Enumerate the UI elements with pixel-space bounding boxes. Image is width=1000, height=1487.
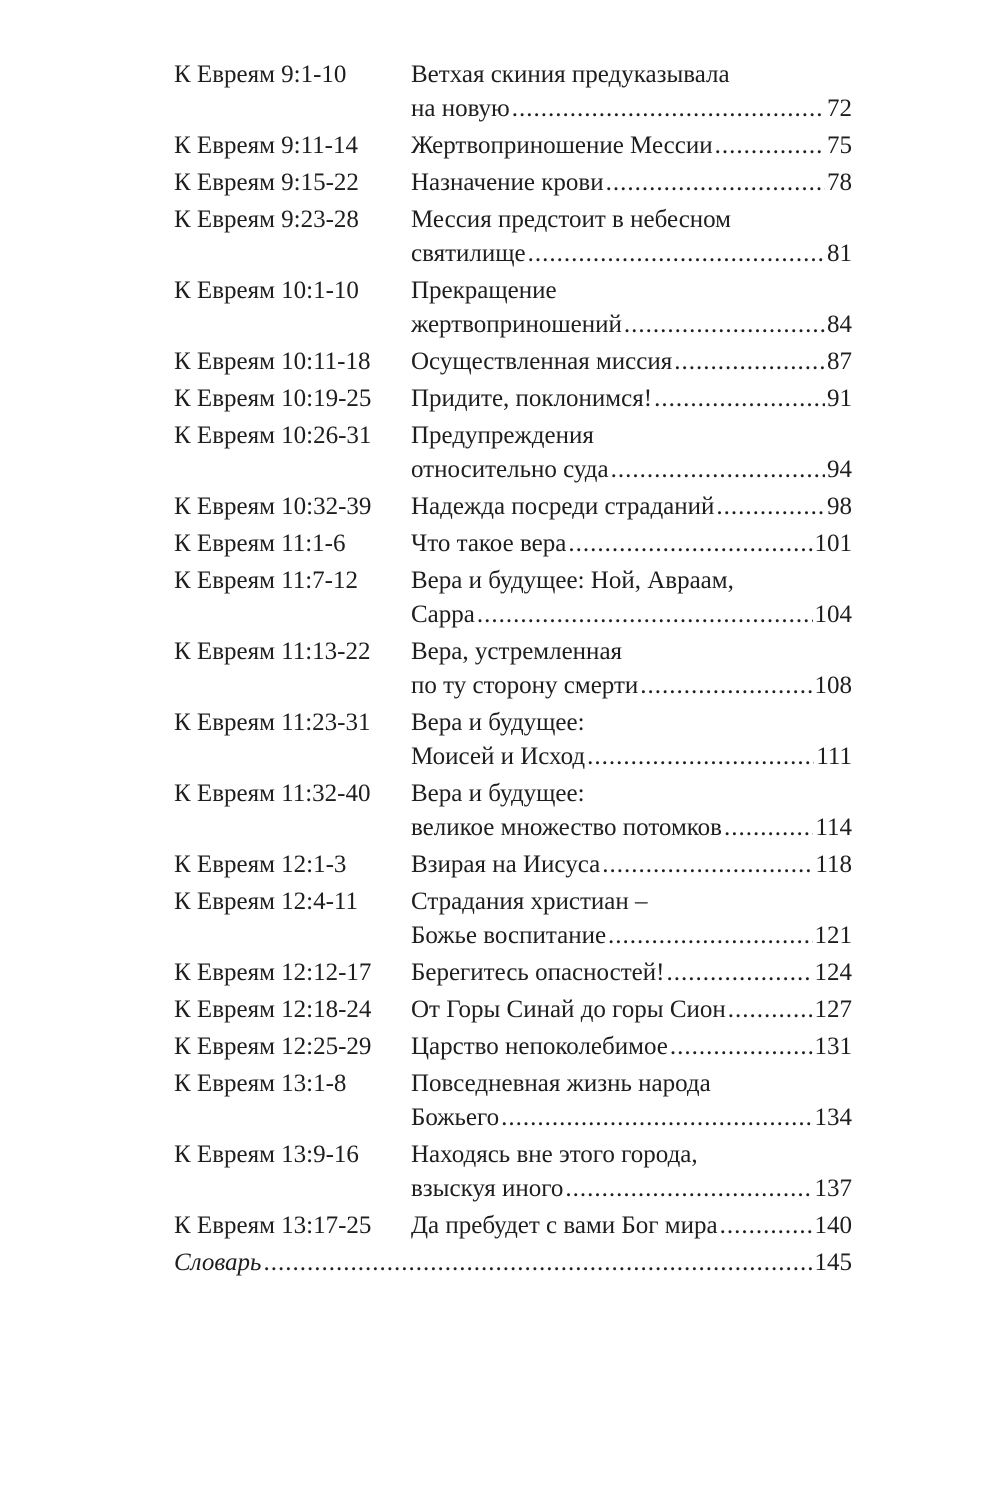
toc-page-number: 140 <box>814 1212 852 1239</box>
toc-title <box>411 345 852 379</box>
toc-title-last-line <box>411 598 852 632</box>
toc-page-number: 108 <box>814 672 852 699</box>
toc-title <box>411 777 852 845</box>
toc-title <box>411 1138 852 1206</box>
toc-title-last-line <box>411 919 852 953</box>
toc-title-last-line <box>411 308 852 342</box>
toc-entry <box>174 1209 852 1243</box>
toc-page-number: 81 <box>827 240 852 267</box>
toc-page-number: 111 <box>816 743 852 770</box>
toc-title-line: Сарра <box>411 601 475 628</box>
dot-leader <box>720 1209 813 1243</box>
toc-entry <box>174 129 852 163</box>
toc-page-number: 104 <box>814 601 852 628</box>
toc-scripture-reference: К Евреям 9:15-22 <box>174 169 359 196</box>
toc-entry <box>174 1067 852 1135</box>
glossary-entry <box>174 1246 852 1280</box>
toc-title-last-line <box>411 848 852 882</box>
toc-entry <box>174 777 852 845</box>
dot-leader <box>611 453 825 487</box>
toc-title <box>411 885 852 953</box>
toc-title-line: Вера, устремленная <box>411 638 623 665</box>
toc-title-line: Придите, поклонимся! <box>411 385 653 412</box>
toc-title-last-line <box>411 740 852 774</box>
toc-title <box>411 564 852 632</box>
dot-leader <box>670 1030 813 1064</box>
toc-title-line: Надежда посреди страданий <box>411 493 715 520</box>
toc-title-line: Назначение крови <box>411 169 604 196</box>
toc-title-last-line <box>411 956 852 990</box>
toc-scripture-reference: К Евреям 10:19-25 <box>174 385 372 412</box>
dot-leader <box>640 669 812 703</box>
toc-title-line: Да пребудет с вами Бог мира <box>411 1212 718 1239</box>
toc-title-last-line <box>411 345 852 379</box>
dot-leader <box>716 490 825 524</box>
toc-entry <box>174 58 852 126</box>
dot-leader <box>602 848 813 882</box>
toc-entry <box>174 419 852 487</box>
dot-leader <box>565 1172 812 1206</box>
toc-page-number: 114 <box>815 814 852 841</box>
toc-page-number: 121 <box>814 922 852 949</box>
toc-title <box>411 706 852 774</box>
toc-title <box>411 166 852 200</box>
dot-leader <box>477 598 813 632</box>
toc-scripture-reference: К Евреям 12:18-24 <box>174 996 372 1023</box>
toc-title <box>411 382 852 416</box>
toc-title-last-line <box>411 1101 852 1135</box>
toc-title-line: Прекращение <box>411 277 557 304</box>
toc-page-number: 78 <box>827 169 852 196</box>
dot-leader <box>608 919 812 953</box>
toc-page-number: 137 <box>814 1175 852 1202</box>
toc-scripture-reference: К Евреям 11:32-40 <box>174 780 371 807</box>
toc-page-number: 75 <box>827 132 852 159</box>
toc-scripture-reference: К Евреям 13:1-8 <box>174 1070 347 1097</box>
toc-page-number: 131 <box>814 1033 852 1060</box>
toc-title-line: Находясь вне этого города, <box>411 1141 698 1168</box>
toc-entry <box>174 203 852 271</box>
toc-entry <box>174 1138 852 1206</box>
toc-scripture-reference: К Евреям 13:9-16 <box>174 1141 359 1168</box>
toc-title-line: Предупреждения <box>411 422 594 449</box>
toc-title-line: Жертвоприношение Мессии <box>411 132 713 159</box>
toc-page-number: 98 <box>827 493 852 520</box>
toc-scripture-reference: К Евреям 9:1-10 <box>174 61 347 88</box>
toc-page-number: 118 <box>815 851 852 878</box>
toc-entry <box>174 706 852 774</box>
toc-scripture-reference: К Евреям 13:17-25 <box>174 1212 372 1239</box>
toc-scripture-reference: К Евреям 11:13-22 <box>174 638 371 665</box>
toc-title-line: Вера и будущее: <box>411 709 585 736</box>
toc-entry <box>174 345 852 379</box>
dot-leader <box>724 811 813 845</box>
toc-title-last-line <box>411 993 852 1027</box>
glossary-label: Словарь <box>174 1249 262 1276</box>
toc-title-line: Ветхая скиния предуказывала <box>411 61 730 88</box>
toc-title-last-line <box>411 811 852 845</box>
toc-page-number: 91 <box>827 385 852 412</box>
toc-title-line: Осуществленная миссия <box>411 348 673 375</box>
toc-title-line: Вера и будущее: <box>411 780 585 807</box>
toc-title <box>411 490 852 524</box>
toc-title <box>411 58 852 126</box>
toc-title <box>411 1067 852 1135</box>
toc-scripture-reference: К Евреям 10:32-39 <box>174 493 372 520</box>
toc-title-line: Моисей и Исход <box>411 743 586 770</box>
toc-title-line: относительно суда <box>411 456 609 483</box>
toc-title-line: Повседневная жизнь народа <box>411 1070 711 1097</box>
dot-leader <box>528 237 825 271</box>
toc-scripture-reference: К Евреям 9:23-28 <box>174 206 359 233</box>
toc-title-last-line <box>411 1172 852 1206</box>
toc-title-line: по ту сторону смерти <box>411 672 639 699</box>
toc-title-last-line <box>411 669 852 703</box>
dot-leader <box>512 92 825 126</box>
toc-page-number: 124 <box>814 959 852 986</box>
toc-scripture-reference: К Евреям 12:25-29 <box>174 1033 372 1060</box>
toc-title-last-line <box>411 382 852 416</box>
toc-entry <box>174 848 852 882</box>
toc-title-line: на новую <box>411 95 510 122</box>
glossary-page-number: 145 <box>814 1249 852 1276</box>
toc-title-line: Божье воспитание <box>411 922 607 949</box>
toc-title-last-line <box>411 166 852 200</box>
toc-title-last-line <box>411 527 852 561</box>
toc-title <box>411 848 852 882</box>
dot-leader <box>728 993 813 1027</box>
toc-title <box>411 129 852 163</box>
toc-title <box>411 1209 852 1243</box>
toc-page-number: 87 <box>827 348 852 375</box>
toc-scripture-reference: К Евреям 12:12-17 <box>174 959 372 986</box>
toc-entry <box>174 490 852 524</box>
toc-entry <box>174 564 852 632</box>
toc-scripture-reference: К Евреям 11:1-6 <box>174 530 346 557</box>
toc-title-line: Мессия предстоит в небесном <box>411 206 732 233</box>
toc-scripture-reference: К Евреям 10:11-18 <box>174 348 371 375</box>
toc-title-last-line <box>411 1030 852 1064</box>
toc-title-line: Божьего <box>411 1104 500 1131</box>
toc-entry <box>174 1030 852 1064</box>
toc-title-last-line <box>411 129 852 163</box>
toc-title-line: Царство непоколебимое <box>411 1033 668 1060</box>
toc-page-number: 72 <box>827 95 852 122</box>
toc-title-last-line <box>411 92 852 126</box>
toc-entry <box>174 274 852 342</box>
toc-page-number: 134 <box>814 1104 852 1131</box>
toc-title-line: жертвоприношений <box>411 311 622 338</box>
toc-page-number: 127 <box>814 996 852 1023</box>
toc-title <box>411 956 852 990</box>
toc-entry <box>174 166 852 200</box>
toc-title <box>411 993 852 1027</box>
toc-entry <box>174 527 852 561</box>
toc-entry <box>174 382 852 416</box>
table-of-contents <box>174 58 852 1246</box>
dot-leader <box>624 308 825 342</box>
toc-title-line: взыскуя иного <box>411 1175 564 1202</box>
toc-title <box>411 203 852 271</box>
dot-leader <box>263 1246 812 1280</box>
toc-title <box>411 274 852 342</box>
toc-entry <box>174 635 852 703</box>
toc-title-last-line <box>411 453 852 487</box>
dot-leader <box>568 527 812 561</box>
toc-title-line: Страдания христиан – <box>411 888 648 915</box>
toc-scripture-reference: К Евреям 10:1-10 <box>174 277 359 304</box>
toc-page-number: 94 <box>827 456 852 483</box>
toc-title-line: Берегитесь опасностей! <box>411 959 665 986</box>
toc-title-line: Взирая на Иисуса <box>411 851 601 878</box>
dot-leader <box>501 1101 812 1135</box>
toc-title <box>411 635 852 703</box>
toc-entry <box>174 956 852 990</box>
toc-scripture-reference: К Евреям 11:7-12 <box>174 567 359 594</box>
toc-title <box>411 419 852 487</box>
toc-scripture-reference: К Евреям 11:23-31 <box>174 709 371 736</box>
toc-title-line: великое множество потомков <box>411 814 722 841</box>
toc-scripture-reference: К Евреям 12:4-11 <box>174 888 359 915</box>
toc-scripture-reference: К Евреям 10:26-31 <box>174 422 372 449</box>
dot-leader <box>715 129 825 163</box>
dot-leader <box>674 345 825 379</box>
dot-leader <box>606 166 825 200</box>
toc-title <box>411 1030 852 1064</box>
toc-page-number: 101 <box>814 530 852 557</box>
toc-title <box>411 527 852 561</box>
dot-leader <box>666 956 812 990</box>
toc-entry <box>174 885 852 953</box>
toc-title-line: Что такое вера <box>411 530 567 557</box>
dot-leader <box>654 382 825 416</box>
dot-leader <box>587 740 814 774</box>
toc-title-line: От Горы Синай до горы Сион <box>411 996 726 1023</box>
toc-scripture-reference: К Евреям 9:11-14 <box>174 132 359 159</box>
toc-entry <box>174 993 852 1027</box>
toc-title-last-line <box>411 1209 852 1243</box>
toc-title-line: Вера и будущее: Ной, Авраам, <box>411 567 734 594</box>
toc-title-last-line <box>411 490 852 524</box>
toc-title-line: святилище <box>411 240 526 267</box>
toc-scripture-reference: К Евреям 12:1-3 <box>174 851 347 878</box>
toc-title-last-line <box>411 237 852 271</box>
toc-page-number: 84 <box>827 311 852 338</box>
